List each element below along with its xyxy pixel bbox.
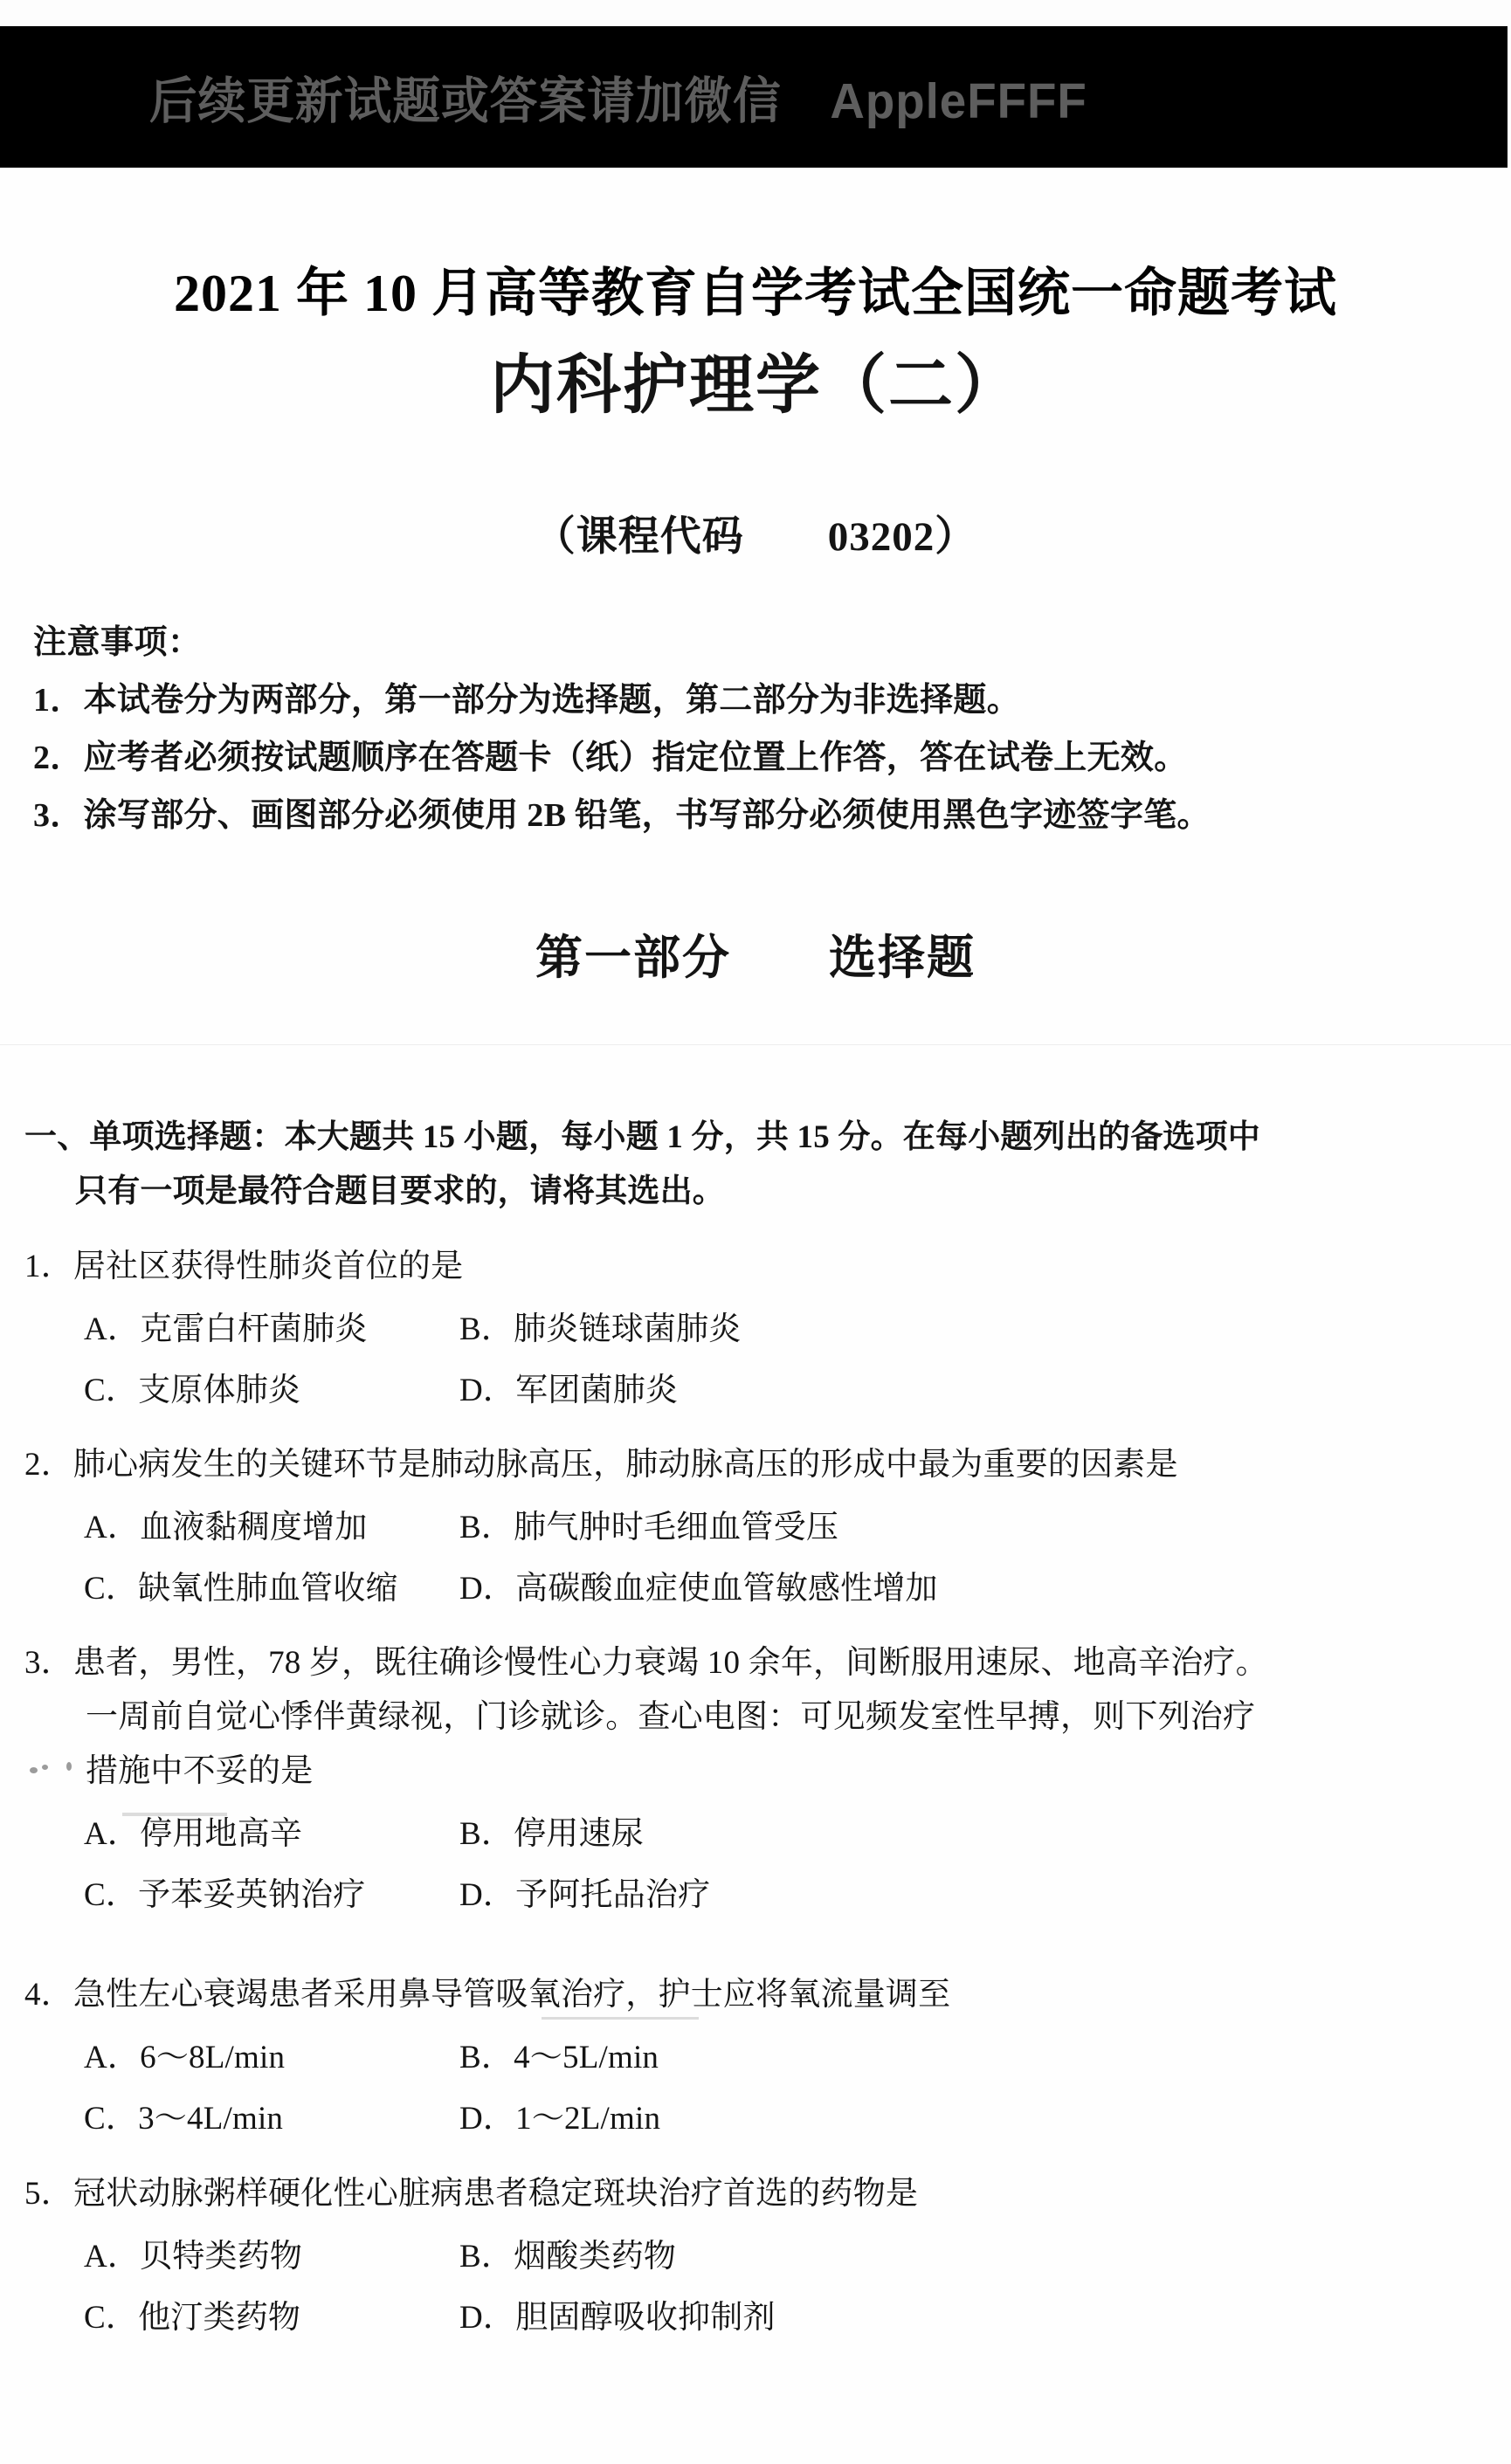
option-text: 1～2L/min <box>515 2101 661 2137</box>
option-text: 4～5L/min <box>514 2040 659 2075</box>
question-2-option-b[interactable] <box>459 1497 838 1559</box>
option-text: 胆固醇吸收抑制剂 <box>515 2300 776 2336</box>
question-1-options <box>24 1299 1492 1421</box>
question-4 <box>24 1968 1492 2150</box>
question-3 <box>24 1636 1492 1926</box>
option-label: D． <box>459 1571 516 1607</box>
option-text: 军团菌肺炎 <box>515 1373 679 1408</box>
option-label: B． <box>459 1816 514 1852</box>
option-text: 3～4L/min <box>138 2101 284 2137</box>
notice-block <box>33 615 1474 844</box>
option-row <box>24 2288 1492 2349</box>
question-4-options <box>24 2027 1492 2150</box>
question-3-option-b[interactable] <box>459 1804 644 1865</box>
question-5-stem: 5．冠状动脉粥样硬化性心脏病患者稳定斑块治疗首选的药物是 <box>24 2176 919 2212</box>
option-label: B． <box>459 2239 514 2275</box>
option-text: 停用速尿 <box>514 1816 644 1852</box>
option-text: 予阿托品治疗 <box>515 1877 711 1913</box>
question-5-options <box>24 2227 1492 2349</box>
section-one-heading-line-1: 一、单项选择题：本大题共 15 小题，每小题 1 分，共 15 分。在每小题列出的备选项中 <box>24 1119 1260 1155</box>
option-text: 贝特类药物 <box>140 2239 303 2275</box>
option-label: D． <box>459 2101 516 2137</box>
question-1-option-d[interactable] <box>459 1360 678 1421</box>
option-row <box>24 1865 1492 1926</box>
option-row <box>24 1497 1492 1559</box>
option-label: C． <box>84 1571 139 1607</box>
question-4-option-b[interactable] <box>459 2027 659 2089</box>
option-label: D． <box>459 2300 516 2336</box>
scan-speckle <box>30 1767 38 1773</box>
question-2-stem: 2．肺心病发生的关键环节是肺动脉高压，肺动脉高压的形成中最为重要的因素是 <box>24 1447 1178 1483</box>
option-row <box>24 1559 1492 1620</box>
question-3-options <box>24 1804 1492 1926</box>
course-code-line: （课程代码 03202） <box>534 514 977 560</box>
option-label: B． <box>459 1510 514 1545</box>
scan-speckle <box>42 1765 48 1770</box>
option-label: C． <box>84 2300 139 2336</box>
question-2-options <box>24 1497 1492 1620</box>
notice-item-1: 1．本试卷分为两部分，第一部分为选择题，第二部分为非选择题。 <box>33 682 1021 719</box>
question-1-option-a[interactable] <box>24 1299 459 1360</box>
option-text: 他汀类药物 <box>138 2300 301 2336</box>
exam-title-line-1: 2021 年 10 月高等教育自学考试全国统一命题考试 <box>174 265 1337 322</box>
question-5 <box>24 2167 1492 2349</box>
option-row <box>24 2027 1492 2089</box>
section-one-heading-line-2: 只有一项是最符合题目要求的，请将其选出。 <box>75 1173 725 1209</box>
watermark-banner-text: 后续更新试题或答案请加微信 AppleFFFF <box>148 73 1087 129</box>
scan-smudge <box>122 1813 227 1816</box>
option-label: A． <box>84 2239 141 2275</box>
option-text: 血液黏稠度增加 <box>140 1510 368 1545</box>
question-3-stem-line-1: 3．患者，男性，78 岁，既往确诊慢性心力衰竭 10 余年，间断服用速尿、地高辛治疗。 <box>24 1645 1268 1681</box>
option-label: B． <box>459 1311 514 1347</box>
option-label: C． <box>84 2101 139 2137</box>
option-text: 缺氧性肺血管收缩 <box>138 1571 398 1607</box>
option-label: A． <box>84 1311 141 1347</box>
option-row <box>24 1299 1492 1360</box>
option-text: 肺炎链球菌肺炎 <box>514 1311 742 1347</box>
question-3-option-c[interactable] <box>24 1865 459 1926</box>
section-one-heading <box>24 1111 1492 1219</box>
question-1-option-b[interactable] <box>459 1299 742 1360</box>
option-text: 予苯妥英钠治疗 <box>138 1877 366 1913</box>
question-1-stem: 1．居社区获得性肺炎首位的是 <box>24 1249 464 1284</box>
scan-speckle <box>66 1762 72 1771</box>
exam-subject-title: 内科护理学（二） <box>490 350 1021 422</box>
question-5-option-d[interactable] <box>459 2288 776 2349</box>
question-3-option-a[interactable] <box>24 1804 459 1865</box>
option-text: 烟酸类药物 <box>514 2239 677 2275</box>
notice-item-2: 2．应考者必须按试题顺序在答题卡（纸）指定位置上作答，答在试卷上无效。 <box>33 740 1188 776</box>
scan-smudge <box>542 2017 699 2020</box>
watermark-banner <box>0 26 1508 168</box>
question-5-option-c[interactable] <box>24 2288 459 2349</box>
question-3-option-d[interactable] <box>459 1865 710 1926</box>
question-1 <box>24 1240 1492 1421</box>
option-text: 6～8L/min <box>140 2040 286 2075</box>
scan-hairline-divider <box>0 1044 1511 1045</box>
option-label: B． <box>459 2040 514 2075</box>
question-4-stem: 4．急性左心衰竭患者采用鼻导管吸氧治疗，护士应将氧流量调至 <box>24 1977 951 2013</box>
option-row <box>24 1360 1492 1421</box>
question-2-option-c[interactable] <box>24 1559 459 1620</box>
question-4-option-c[interactable] <box>24 2089 459 2150</box>
scanned-exam-sheet <box>0 168 1511 2464</box>
question-5-option-a[interactable] <box>24 2227 459 2288</box>
notice-item-3: 3．涂写部分、画图部分必须使用 2B 铅笔，书写部分必须使用黑色字迹签字笔。 <box>33 797 1211 834</box>
option-text: 停用地高辛 <box>140 1816 303 1852</box>
question-4-option-a[interactable] <box>24 2027 459 2089</box>
option-row <box>24 2227 1492 2288</box>
part-one-heading: 第一部分 选择题 <box>535 932 976 984</box>
notice-title: 注意事项： <box>33 624 202 661</box>
option-label: D． <box>459 1373 516 1408</box>
question-2-option-d[interactable] <box>459 1559 938 1620</box>
question-2-option-a[interactable] <box>24 1497 459 1559</box>
option-label: C． <box>84 1373 139 1408</box>
option-row <box>24 1804 1492 1865</box>
option-row <box>24 2089 1492 2150</box>
option-label: C． <box>84 1877 139 1913</box>
option-label: D． <box>459 1877 516 1913</box>
option-text: 克雷白杆菌肺炎 <box>140 1311 368 1347</box>
question-4-option-d[interactable] <box>459 2089 660 2150</box>
option-label: A． <box>84 2040 141 2075</box>
option-label: A． <box>84 1510 141 1545</box>
option-text: 支原体肺炎 <box>138 1373 301 1408</box>
question-2 <box>24 1438 1492 1620</box>
option-label: A． <box>84 1816 141 1852</box>
question-3-stem-line-3: 措施中不妥的是 <box>86 1753 314 1789</box>
question-3-stem-line-2: 一周前自觉心悸伴黄绿视，门诊就诊。查心电图：可见频发室性早搏，则下列治疗 <box>86 1699 1256 1735</box>
question-5-option-b[interactable] <box>459 2227 676 2288</box>
question-1-option-c[interactable] <box>24 1360 459 1421</box>
option-text: 高碳酸血症使血管敏感性增加 <box>515 1571 938 1607</box>
option-text: 肺气肿时毛细血管受压 <box>514 1510 839 1545</box>
